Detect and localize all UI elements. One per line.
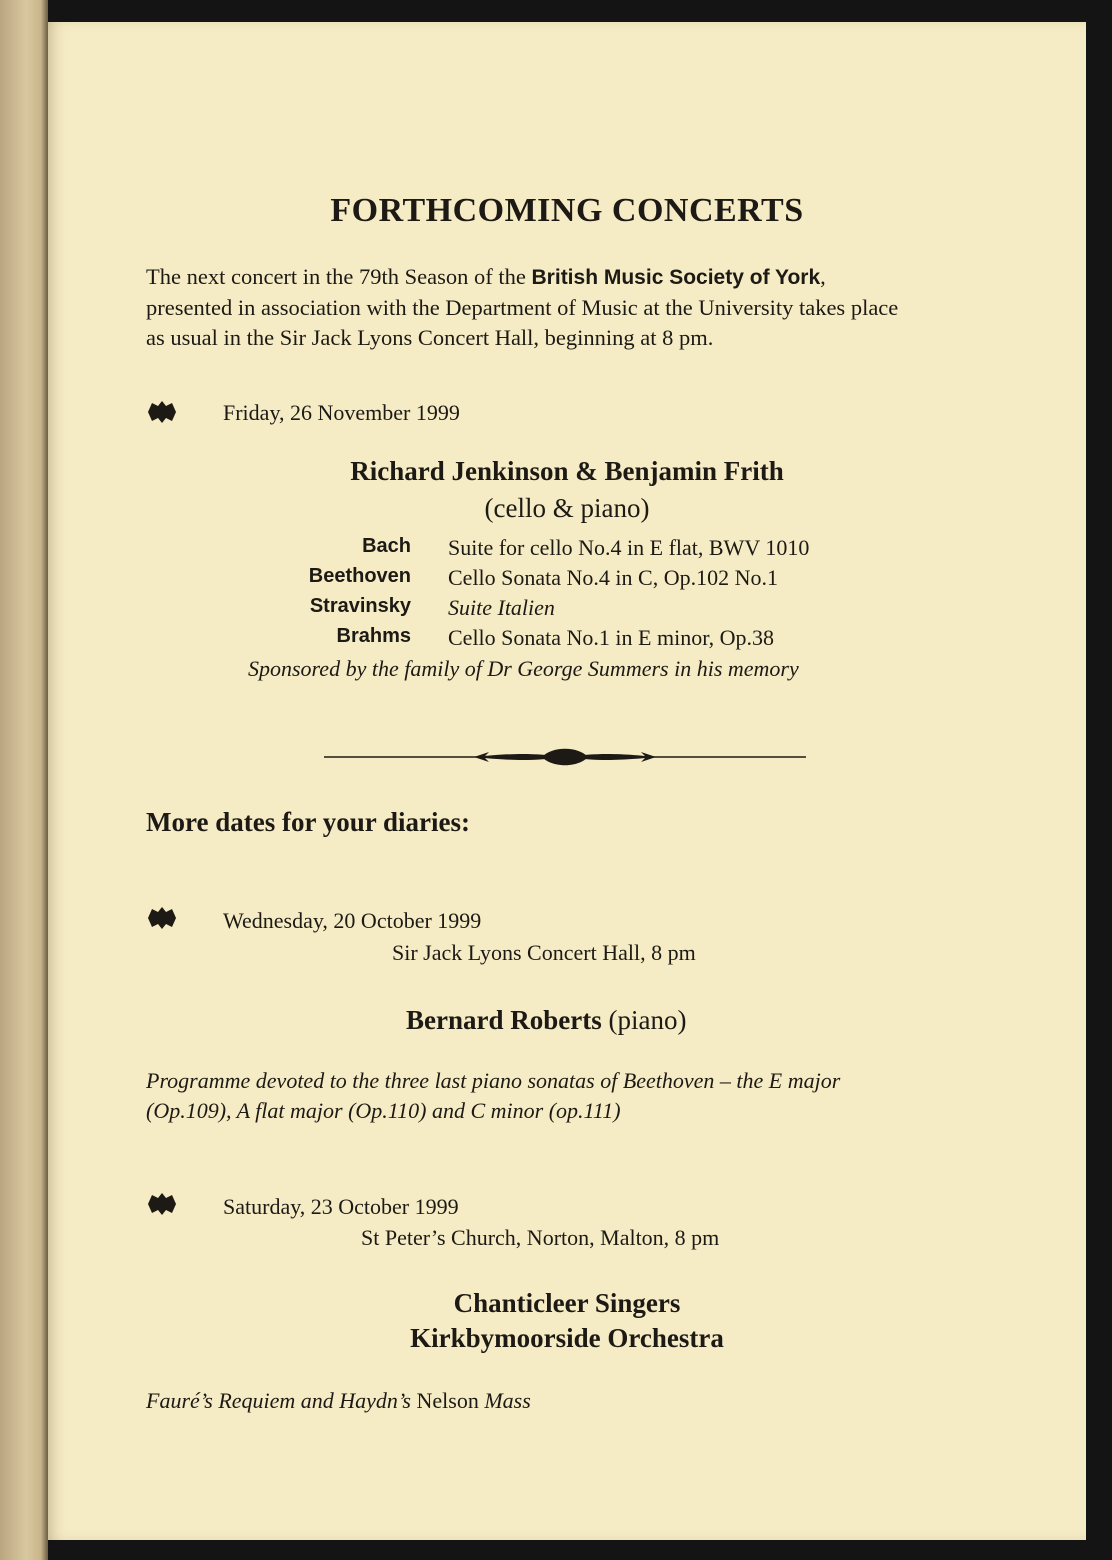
sponsor-note: Sponsored by the family of Dr George Summers in his memory	[248, 656, 799, 681]
event-performer: Bernard Roberts	[406, 1005, 602, 1035]
event-venue: Sir Jack Lyons Concert Hall, 8 pm	[392, 940, 696, 965]
event-performer-line	[406, 1005, 686, 1036]
composer: Bach	[362, 535, 411, 557]
intro-line-1: The next concert in the 79th Season of the British Music Society of York,	[146, 264, 826, 289]
event-instrument: (piano)	[608, 1005, 687, 1035]
next-concert-date: Friday, 26 November 1999	[223, 400, 460, 425]
programme-item	[48, 625, 1086, 655]
work-title: Cello Sonata No.4 in C, Op.102 No.1	[448, 565, 778, 590]
work-title: Cello Sonata No.1 in E minor, Op.38	[448, 625, 775, 650]
event-venue: St Peter’s Church, Norton, Malton, 8 pm	[361, 1225, 720, 1250]
composer: Brahms	[336, 625, 411, 647]
event-performer: Kirkbymoorside Orchestra	[410, 1323, 724, 1353]
event-description: Fauré’s Requiem and Haydn’s Nelson Mass	[146, 1388, 531, 1413]
composer: Stravinsky	[309, 595, 411, 617]
facing-page-edge	[0, 0, 48, 1560]
intro-line-3: as usual in the Sir Jack Lyons Concert Hall, beginning at 8 pm.	[146, 325, 714, 350]
work-title: Suite Italien	[448, 595, 555, 620]
programme-item	[48, 595, 1086, 625]
ornamental-divider	[324, 744, 806, 770]
page-title: FORTHCOMING CONCERTS	[330, 192, 804, 229]
work-title: Suite for cello No.4 in E flat, BWV 1010	[448, 535, 810, 560]
starburst-bullet-icon	[146, 1192, 178, 1216]
next-concert-performers: Richard Jenkinson & Benjamin Frith	[350, 456, 784, 486]
society-name: British Music Society of York	[531, 266, 821, 289]
composer: Beethoven	[308, 565, 411, 587]
event-description: Programme devoted to the three last piano sonatas of Beethoven – the E major (Op.109), A flat major (Op.110) and C minor (op.111)	[146, 1068, 841, 1123]
intro-line-2: presented in association with the Department of Music at the University takes place	[146, 295, 899, 320]
next-concert-instruments: (cello & piano)	[484, 493, 650, 523]
programme-item	[48, 565, 1086, 595]
event-date: Wednesday, 20 October 1999	[223, 908, 482, 933]
starburst-bullet-icon	[146, 400, 178, 424]
programme-page	[48, 22, 1086, 1540]
programme-item	[48, 535, 1086, 565]
event-date: Saturday, 23 October 1999	[223, 1194, 459, 1219]
starburst-bullet-icon	[146, 906, 178, 930]
event-performer: Chanticleer Singers	[453, 1288, 681, 1318]
intro-paragraph	[146, 262, 986, 353]
more-dates-heading: More dates for your diaries:	[146, 807, 470, 837]
